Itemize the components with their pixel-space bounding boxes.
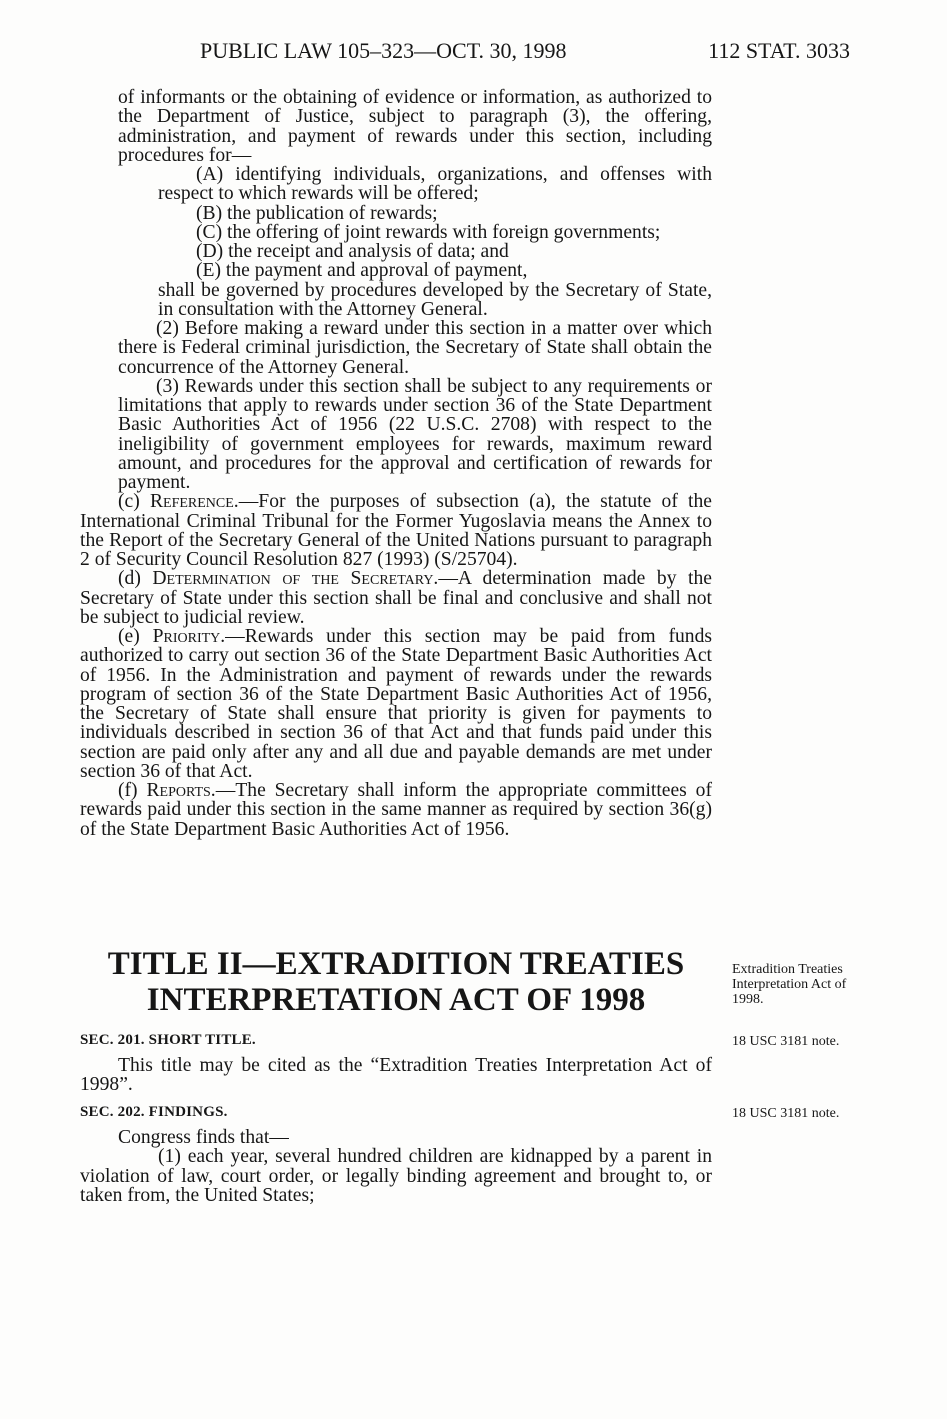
subsection-c-text: —For the purposes of subsection (a), the statute of the International Criminal Tribunal for the Former Yugoslavia means the Annex to the Report of the Secretary General of the United Nations pursuant to paragraph 2 of Security Council Resolution 827 (1993) (S/25704). [80,491,712,570]
section-202-heading: SEC. 202. FINDINGS. [80,1104,228,1120]
subsection-f-text: —The Secretary shall inform the appropriate committees of rewards paid under this section in the same manner as required by section 36(g) of the State Department Basic Authorities Act of 1956. [80,780,712,840]
public-law-citation: PUBLIC LAW 105–323—OCT. 30, 1998 [200,38,567,63]
subsection-d [80,569,712,627]
subsection-f-label: (f) [118,780,147,801]
title-heading [80,946,712,1018]
subparagraph-e: (E) the payment and approval of payment, [196,260,528,282]
margin-note-section-202: 18 USC 3181 note. [732,1106,840,1121]
subsection-e-text: —Rewards under this section may be paid from funds authorized to carry out section 36 of the State Department Basic Authorities Act of 1956. In the Administration and payment of rewards under the rewards program of section 36 of the State Department Basic Authorities Act of 1956, the Secretary of State shall ensure that priority is given for payments to individuals described in section 36 of that Act and that funds paid under this section are paid only after any and all due and payable demands are met under section 36 of that Act. [80,626,712,782]
margin-note-title: Extradition Treaties Interpretation Act of 1998. [732,962,847,1007]
paragraph-2: (2) Before making a reward under this section in a matter over which there is Federal criminal jurisdiction, the Secretary of State shall obtain the concurrence of the Attorney General. [118,318,712,378]
statutes-page-number: 112 STAT. 3033 [708,38,850,63]
subparagraph-b: (B) the publication of rewards; [196,202,438,224]
paragraph-continuation: of informants or the obtaining of evidence or information, as authorized to the Department of Justice, subject to paragraph (3), the offering, administration, and payment of rewards under this section, including procedures for— [118,87,712,166]
subsection-c [80,492,712,569]
paragraph-3: (3) Rewards under this section shall be subject to any requirements or limitations that apply to rewards under section 36 of the State Department Basic Authorities Act of 1956 (22 U.S.C. 2708) with respect to the ineligibility of government employees for rewards, maximum reward amount, and procedures for the approval and certification of rewards for payment. [118,375,712,493]
section-202-item-1: (1) each year, several hundred children are kidnapped by a parent in violation of law, court order, or legally binding agreement and brought to, or taken from, the United States; [80,1146,712,1206]
section-201-body [80,1056,712,1095]
subsection-c-heading: Reference. [149,491,239,513]
title-line-2: INTERPRETATION ACT OF 1998 [146,982,646,1018]
subsection-f-heading: Reports. [146,780,216,801]
subsection-d-heading: Determination of the Secretary. [152,568,439,590]
section-201-text: This title may be cited as the “Extradition Treaties Interpretation Act of 1998”. [80,1055,712,1096]
subparagraph-d: (D) the receipt and analysis of data; and [196,241,509,262]
section-201-heading: SEC. 201. SHORT TITLE. [80,1032,256,1048]
subsection-c-label: (c) [118,491,150,513]
subsection-f [80,781,712,839]
subsection-d-text: —A determination made by the Secretary of State under this section shall be final and conclusive and shall not be subject to judicial review. [80,568,712,628]
subsection-e-label: (e) [118,626,153,647]
section-202-body [80,1128,712,1205]
subsection-d-label: (d) [118,568,153,590]
subparagraph-c: (C) the offering of joint rewards with foreign governments; [196,221,661,243]
running-head [200,38,850,64]
section-202-intro: Congress finds that— [118,1127,289,1148]
subsection-e [80,627,712,781]
subsection-e-heading: Priority. [152,626,226,647]
main-text [80,88,712,839]
subparagraph-a: (A) identifying individuals, organizations, and offenses with respect to which rewards will be offered; [158,164,712,205]
governed-clause: shall be governed by procedures developed by the Secretary of State, in consultation with the Attorney General. [158,279,712,320]
title-line-1: TITLE II—EXTRADITION TREATIES [107,946,685,982]
margin-note-section-201: 18 USC 3181 note. [732,1034,840,1049]
